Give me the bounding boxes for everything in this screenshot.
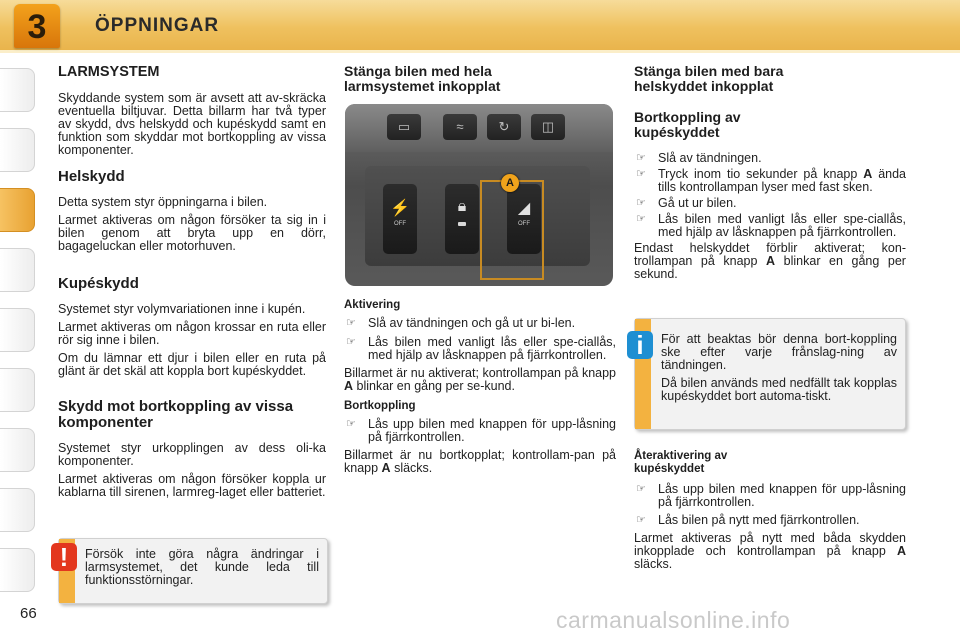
thumb-tab-8[interactable] <box>0 488 35 532</box>
pointing-hand-icon: ☞ <box>636 213 646 225</box>
pointing-hand-icon: ☞ <box>636 152 646 164</box>
kupe-text-3: Om du lämnar ett djur i bilen eller en ruta på glänt är det skäl att koppla bort kupéskyddet. <box>58 351 326 378</box>
pointing-hand-icon: ☞ <box>346 418 356 430</box>
skydd-text-1: Systemet styr urkopplingen av dess oli-ka komponenter. <box>58 441 326 468</box>
key-a-label: A <box>863 167 873 181</box>
thumb-tab-6[interactable] <box>0 368 35 412</box>
kupe-result <box>634 242 906 281</box>
thumb-tab-7[interactable] <box>0 428 35 472</box>
reaktivering-title: Återaktivering av kupéskyddet <box>634 450 728 475</box>
thumb-tab-9[interactable] <box>0 548 35 592</box>
key-a-label: A <box>766 254 776 268</box>
info-note-text-2: Då bilen används med nedfällt tak kopplas kupéskyddet bort automa-tiskt. <box>661 376 897 403</box>
info-note-text-1: För att beaktas bör denna bort-koppling ske efter varje frånslag-ning av tändningen. <box>661 332 897 372</box>
column-2-text <box>344 299 616 475</box>
switch-left-label: OFF <box>394 221 406 227</box>
aktivering-result-a: Billarmet är nu aktiverat; kontrollampan på knapp <box>344 366 616 380</box>
switch-alarm-label: OFF <box>518 221 530 227</box>
section-title-helskyddet: Stänga bilen med bara helskyddet inkopplat <box>634 63 784 94</box>
thumb-tab-4[interactable] <box>0 248 35 292</box>
reakt-step-1 <box>634 483 906 509</box>
kupe-result-b: blinkar en gång per sekund. <box>634 254 906 281</box>
button-a-highlight <box>480 180 544 280</box>
info-icon: i <box>627 331 653 359</box>
bortkoppling-step-1-text: Lås upp bilen med knappen för upp-låsning på fjärrkontrollen. <box>368 417 616 444</box>
kupe-step-2-text-b: ända tills kontrollampan lyser med fast sken. <box>658 167 906 194</box>
wiper-icon: ⚡ <box>390 200 410 217</box>
kupe-step-1-text: Slå av tändningen. <box>658 151 762 165</box>
reakt-step-2-text: Lås bilen på nytt med fjärrkontrollen. <box>658 513 860 527</box>
alarm-icon: ◢ <box>517 200 531 217</box>
pointing-hand-icon: ☞ <box>636 197 646 209</box>
kupe-step-1 <box>634 152 906 165</box>
warning-note <box>58 538 328 604</box>
reakt-result-b: släcks. <box>634 557 673 571</box>
thumb-tab-1[interactable] <box>0 68 35 112</box>
column-3 <box>634 60 906 281</box>
subsection-helskydd: Helskydd <box>58 168 125 185</box>
header-band <box>0 0 960 50</box>
aktivering-step-1 <box>344 317 616 330</box>
section-title-larmsystem: LARMSYSTEM <box>58 64 160 80</box>
switch-middle <box>445 184 479 254</box>
key-a-label: A <box>896 544 906 558</box>
bortkoppling-step-1 <box>344 418 616 444</box>
chapter-number: 3 <box>27 8 47 46</box>
section-title-hela-larmsystemet: Stänga bilen med hela larmsystemet inkopplat <box>344 63 501 94</box>
photo-top-controls <box>345 104 613 152</box>
reakt-result-a: Larmet aktiveras på nytt med båda skydden inkopplade och kontrollampan på knapp <box>634 531 906 558</box>
kupe-step-2 <box>634 168 906 194</box>
subsection-skydd: Skydd mot bortkoppling av vissa komponenter <box>58 398 294 431</box>
thumb-tab-2[interactable] <box>0 128 35 172</box>
aktivering-result-b: blinkar en gång per se-kund. <box>356 379 515 393</box>
pointing-hand-icon: ☞ <box>346 317 356 329</box>
subsection-bortkoppling-kupeskyddet: Bortkoppling av kupéskyddet <box>634 109 741 140</box>
lock-icon: 🔒︎ <box>457 198 467 215</box>
kupe-result-a: Endast helskyddet förblir aktiverat; kon-trollampan på knapp <box>634 241 906 268</box>
kupe-step-4-text: Lås bilen med vanligt lås eller spe-ciallås, med hjälp av låsknappen på fjärrkontrollen. <box>658 212 906 239</box>
helskydd-text-2: Larmet aktiveras om någon försöker ta sig in i bilen genom att bryta upp en dörr, bagageluckan eller motorhuven. <box>58 213 326 253</box>
reakt-step-1-text: Lås upp bilen med knappen för upp-låsning på fjärrkontrollen. <box>658 482 906 509</box>
warning-note-text: Försök inte göra några ändringar i larmsystemet, det kunde leda till funktionsstörningar. <box>85 547 319 587</box>
bortkoppling-result <box>344 449 616 475</box>
pointing-hand-icon: ☞ <box>636 168 646 180</box>
pointing-hand-icon: ☞ <box>346 336 356 348</box>
kupe-text-2: Larmet aktiveras om någon krossar en ruta eller rör sig inne i bilen. <box>58 320 326 347</box>
column-2 <box>344 60 616 94</box>
reakt-result <box>634 532 906 571</box>
intro-text: Skyddande system som är avsett att av-skräcka eventuella biltjuvar. Detta billarm har två typer av skydd, dvs helskydd och kupéskydd samt en funktion som skyddar mot bortkoppling av vissa komponenter. <box>58 91 326 157</box>
thumb-tab-5[interactable] <box>0 308 35 352</box>
aktivering-step-2-text: Lås bilen med vanligt lås eller spe-ciallås, med hjälp av låsknappen på fjärrkontrollen. <box>368 335 616 362</box>
kupe-step-3-text: Gå ut ur bilen. <box>658 196 737 210</box>
helskydd-text-1: Detta system styr öppningarna i bilen. <box>58 195 268 209</box>
button-a-marker: A <box>501 174 519 192</box>
info-note <box>634 318 906 430</box>
aktivering-title: Aktivering <box>344 299 401 311</box>
bortkoppling-result-a: Billarmet är nu bortkopplat; kontrollam-pan på knapp <box>344 448 616 475</box>
page-title: ÖPPNINGAR <box>95 15 220 36</box>
aktivering-step-2 <box>344 336 616 362</box>
kupe-step-3 <box>634 197 906 210</box>
ventilation-icon: ≈ <box>443 114 477 140</box>
switch-left <box>383 184 417 254</box>
skydd-text-2: Larmet aktiveras om någon försöker koppla ur kablarna till sirenen, larmreg-laget eller batteriet. <box>58 472 326 499</box>
thumb-tab-3-active[interactable] <box>0 188 35 232</box>
pointing-hand-icon: ☞ <box>636 514 646 526</box>
bortkoppling-title: Bortkoppling <box>344 400 416 412</box>
kupe-text-1: Systemet styr volymvariationen inne i kupén. <box>58 302 306 316</box>
kupe-step-2-text-a: Tryck inom tio sekunder på knapp <box>658 167 858 181</box>
aktivering-result <box>344 367 616 393</box>
front-demist-icon: ◫ <box>531 114 565 140</box>
header-stripe <box>0 50 960 53</box>
recirculation-icon: ↻ <box>487 114 521 140</box>
key-a-label: A <box>381 461 391 475</box>
aktivering-step-1-text: Slå av tändningen och gå ut ur bi-len. <box>368 316 576 330</box>
bortkoppling-result-b: släcks. <box>394 461 433 475</box>
warning-icon: ! <box>51 543 77 571</box>
photo-switch-block <box>365 166 590 266</box>
watermark: carmanualsonline.info <box>556 607 791 633</box>
kupe-step-4 <box>634 213 906 239</box>
switch-panel-photo <box>345 104 613 286</box>
rear-defrost-icon: ▭ <box>387 114 421 140</box>
key-a-label: A <box>344 379 354 393</box>
column-1 <box>58 60 326 499</box>
column-3-lower <box>634 450 906 571</box>
switch-middle-led <box>458 222 466 226</box>
subsection-kupeskydd: Kupéskydd <box>58 275 139 292</box>
page-number: 66 <box>20 605 37 622</box>
reakt-step-2 <box>634 514 906 527</box>
pointing-hand-icon: ☞ <box>636 483 646 495</box>
chapter-tab <box>14 4 60 48</box>
